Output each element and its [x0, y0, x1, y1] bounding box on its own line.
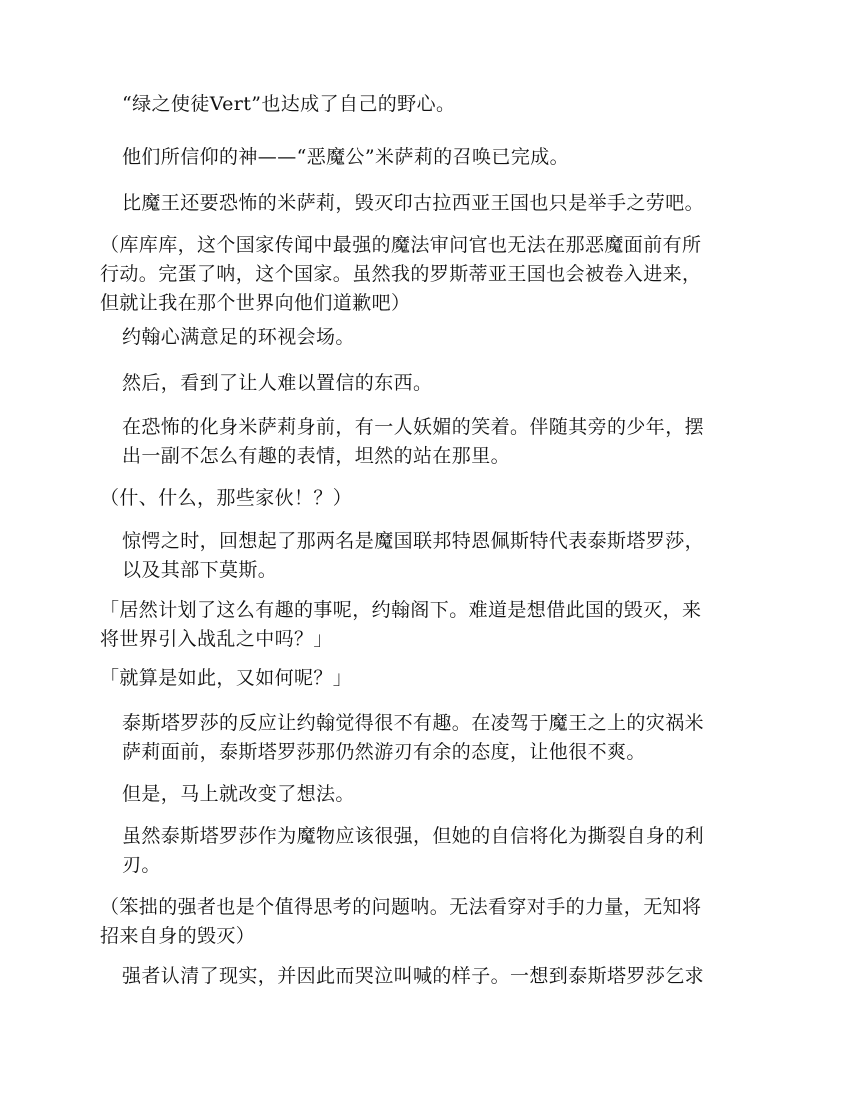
paragraph — [100, 90, 772, 119]
text-line: 以及其部下莫斯。 — [122, 559, 278, 581]
text-line: 但是，马上就改变了想法。 — [122, 783, 355, 805]
text-line: 萨莉面前，泰斯塔罗莎那仍然游刃有余的态度，让他很不爽。 — [122, 741, 646, 763]
text-line: 将世界引入战乱之中吗？」 — [100, 628, 333, 650]
paragraph — [100, 484, 750, 513]
text-line: （库库库，这个国家传闻中最强的魔法审问官也无法在那恶魔面前有所 — [100, 234, 702, 256]
text-line: 行动。完蛋了呐，这个国家。虽然我的罗斯蒂亚王国也会被卷入进来， — [100, 263, 702, 285]
text-line: 强者认清了现实，并因此而哭泣叫喊的样子。一想到泰斯塔罗莎乞求 — [122, 965, 705, 987]
paragraph — [100, 962, 772, 991]
paragraph — [100, 893, 750, 951]
text-line: 但就让我在那个世界向他们道歉吧） — [100, 292, 411, 314]
text-line: 刃。 — [122, 854, 161, 876]
paragraph — [100, 231, 750, 318]
text-line: 惊愕之时，回想起了那两名是魔国联邦特恩佩斯特代表泰斯塔罗莎， — [122, 530, 705, 552]
paragraph — [100, 413, 772, 471]
text-line: “绿之使徒Vert”也达成了自己的野心。 — [122, 93, 456, 115]
text-line: 招来自身的毁灭） — [100, 925, 256, 947]
paragraph — [100, 780, 772, 809]
paragraph — [100, 822, 772, 880]
paragraph — [100, 596, 750, 654]
paragraph — [100, 664, 750, 693]
paragraph — [100, 527, 772, 585]
text-line: 比魔王还要恐怖的米萨莉，毁灭印古拉西亚王国也只是举手之劳吧。 — [122, 192, 705, 214]
text-line: 在恐怖的化身米萨莉身前，有一人妖媚的笑着。伴随其旁的少年，摆 — [122, 416, 705, 438]
text-line: 「就算是如此，又如何呢？」 — [100, 667, 353, 689]
text-line: 约翰心满意足的环视会场。 — [122, 326, 355, 348]
text-line: 出一副不怎么有趣的表情，坦然的站在那里。 — [122, 445, 511, 467]
paragraph — [100, 369, 772, 398]
paragraph — [100, 189, 772, 218]
text-line: 虽然泰斯塔罗莎作为魔物应该很强，但她的自信将化为撕裂自身的利 — [122, 825, 705, 847]
text-line: 「居然计划了这么有趣的事呢，约翰阁下。难道是想借此国的毁灭，来 — [100, 599, 702, 621]
paragraph — [100, 709, 772, 767]
text-line: 然后，看到了让人难以置信的东西。 — [122, 372, 433, 394]
text-line: 他们所信仰的神——“恶魔公”米萨莉的召唤已完成。 — [122, 146, 570, 168]
text-line: （笨拙的强者也是个值得思考的问题呐。无法看穿对手的力量，无知将 — [100, 896, 702, 918]
text-line: （什、什么，那些家伙！？） — [100, 487, 353, 509]
paragraph — [100, 143, 772, 172]
text-line: 泰斯塔罗莎的反应让约翰觉得很不有趣。在凌驾于魔王之上的灾祸米 — [122, 712, 705, 734]
paragraph — [100, 323, 772, 352]
